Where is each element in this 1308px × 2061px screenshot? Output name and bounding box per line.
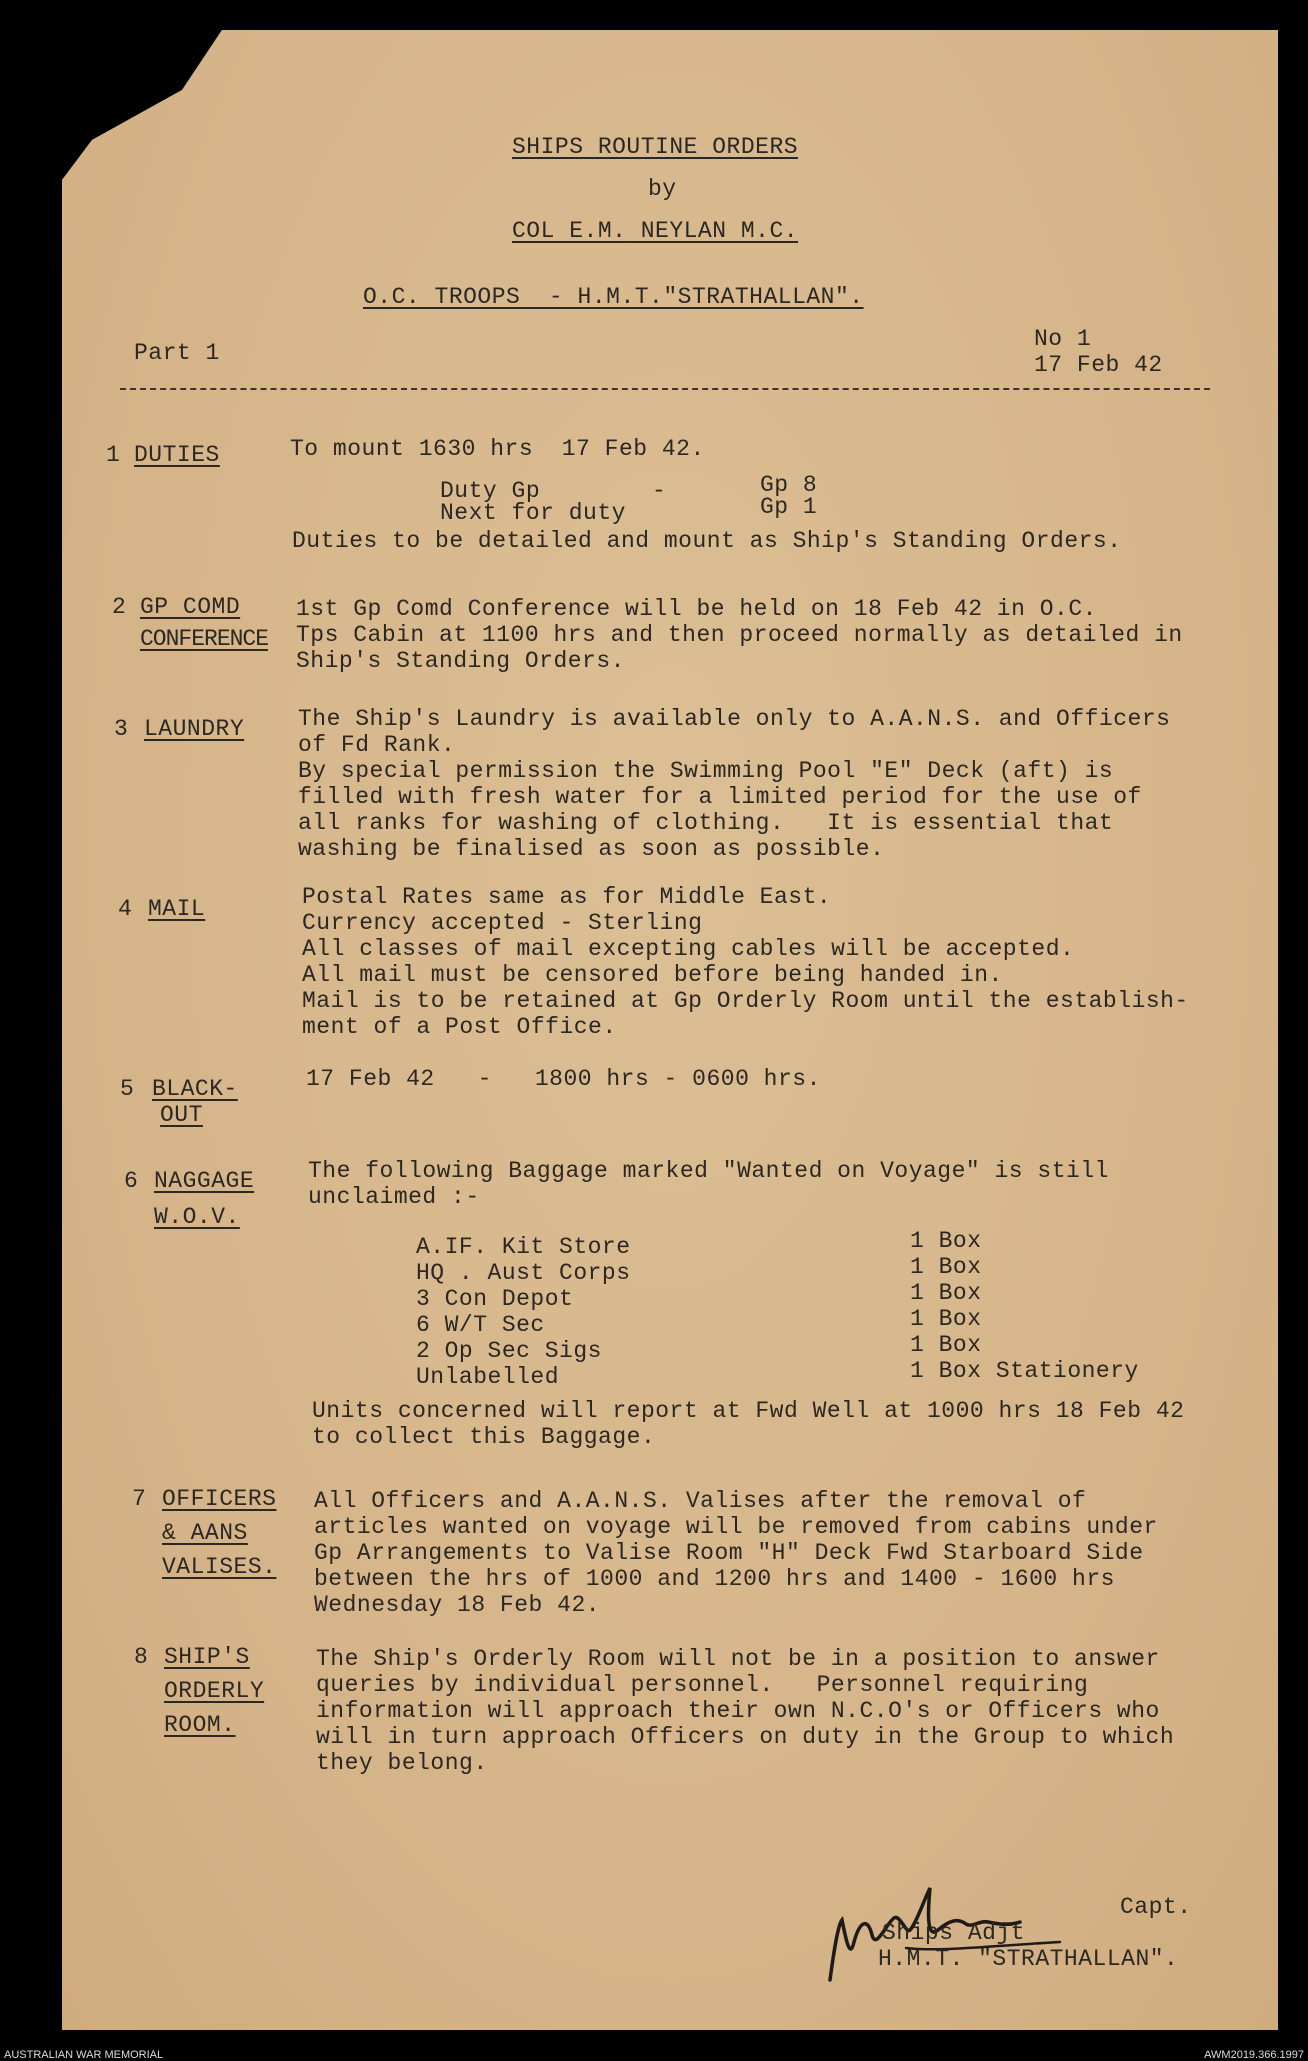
- item-text: The following Baggage marked "Wanted on Voyage" is still: [308, 1158, 1109, 1184]
- item-text: unclaimed :-: [308, 1184, 480, 1210]
- item-text: between the hrs of 1000 and 1200 hrs and 1400 - 1600 hrs: [314, 1566, 1115, 1592]
- item-text: Ship's Standing Orders.: [296, 648, 625, 674]
- table-cell: 1 Box: [910, 1332, 982, 1358]
- table-cell: 1 Box: [910, 1280, 982, 1306]
- item-text: 1st Gp Comd Conference will be held on 18 Feb 42 in O.C.: [296, 596, 1097, 622]
- table-cell: HQ . Aust Corps: [416, 1260, 631, 1286]
- item-text: of Fd Rank.: [298, 732, 456, 758]
- table-cell: -: [652, 478, 667, 504]
- item-text: All mail must be censored before being handed in.: [302, 962, 1003, 988]
- item-text: Gp Arrangements to Valise Room "H" Deck Fwd Starboard Side: [314, 1540, 1144, 1566]
- table-cell: Duty Gp: [440, 478, 541, 504]
- table-cell: 1 Box Stationery: [910, 1358, 1139, 1384]
- footer-archive-name: AUSTRALIAN WAR MEMORIAL: [4, 2049, 164, 2061]
- item-text: Postal Rates same as for Middle East.: [302, 884, 832, 910]
- item-text: Units concerned will report at Fwd Well at 1000 hrs 18 Feb 42: [312, 1398, 1185, 1424]
- by-line: by: [648, 176, 677, 202]
- table-cell: 1 Box: [910, 1254, 982, 1280]
- item-text: information will approach their own N.C.O's or Officers who: [316, 1698, 1160, 1724]
- item-number: 4: [118, 896, 133, 922]
- item-text: All classes of mail excepting cables will be accepted.: [302, 936, 1075, 962]
- item-number: 1: [106, 442, 121, 468]
- item-heading: BLACK-: [152, 1076, 238, 1102]
- item-text: to collect this Baggage.: [312, 1424, 656, 1450]
- item-number: 7: [132, 1486, 147, 1512]
- item-heading: OUT: [160, 1102, 203, 1128]
- item-text: filled with fresh water for a limited period for the use of: [298, 784, 1142, 810]
- item-number: 3: [114, 716, 129, 742]
- item-heading: SHIP'S: [164, 1644, 250, 1670]
- item-text: will in turn approach Officers on duty in the Group to which: [316, 1724, 1175, 1750]
- table-cell: Unlabelled: [416, 1364, 560, 1390]
- footer-reference: AWM2019.366.1997: [1204, 2049, 1304, 2061]
- table-cell: 1 Box: [910, 1228, 982, 1254]
- item-heading: VALISES.: [162, 1554, 277, 1580]
- item-text: By special permission the Swimming Pool "E" Deck (aft) is: [298, 758, 1114, 784]
- table-cell: Gp 1: [760, 494, 818, 520]
- item-heading: & AANS: [162, 1520, 248, 1546]
- item-text: Currency accepted - Sterling: [302, 910, 703, 936]
- item-text: queries by individual personnel. Personnel requiring: [316, 1672, 1089, 1698]
- item-text: all ranks for washing of clothing. It is essential that: [298, 810, 1114, 836]
- item-text: articles wanted on voyage will be removed from cabins under: [314, 1514, 1158, 1540]
- signature-rank: Capt.: [1120, 1894, 1192, 1920]
- document-title: SHIPS ROUTINE ORDERS: [512, 134, 799, 160]
- item-heading: OFFICERS: [162, 1486, 277, 1512]
- item-text: Mail is to be retained at Gp Orderly Room until the establish-: [302, 988, 1189, 1014]
- item-text: Wednesday 18 Feb 42.: [314, 1592, 601, 1618]
- item-text: they belong.: [316, 1750, 488, 1776]
- item-number: 2: [112, 594, 127, 620]
- table-cell: Gp 8: [760, 472, 818, 498]
- item-heading: GP COMD: [140, 594, 241, 620]
- item-text: To mount 1630 hrs 17 Feb 42.: [290, 436, 705, 462]
- item-number: 5: [120, 1076, 135, 1102]
- item-number: 6: [124, 1168, 139, 1194]
- table-cell: 6 W/T Sec: [416, 1312, 545, 1338]
- item-text: washing be finalised as soon as possible.: [298, 836, 885, 862]
- item-text: 17 Feb 42 - 1800 hrs - 0600 hrs.: [306, 1066, 821, 1092]
- table-cell: 2 Op Sec Sigs: [416, 1338, 602, 1364]
- table-cell: 3 Con Depot: [416, 1286, 574, 1312]
- table-cell: 1 Box: [910, 1306, 982, 1332]
- item-text: Duties to be detailed and mount as Ship's Standing Orders.: [292, 528, 1122, 554]
- item-heading: MAIL: [148, 896, 206, 922]
- signature-ship: H.M.T. "STRATHALLAN".: [878, 1946, 1179, 1972]
- table-cell: A.IF. Kit Store: [416, 1234, 631, 1260]
- item-heading: NAGGAGE: [154, 1168, 255, 1194]
- order-number: No 1: [1034, 326, 1092, 352]
- item-heading: ROOM.: [164, 1712, 236, 1738]
- signature-role: Ships Adjt: [882, 1920, 1026, 1946]
- officer-name: COL E.M. NEYLAN M.C.: [512, 218, 799, 244]
- item-text: Tps Cabin at 1100 hrs and then proceed normally as detailed in: [296, 622, 1183, 648]
- table-cell: Next for duty: [440, 500, 626, 526]
- part-label: Part 1: [134, 340, 220, 366]
- dashed-divider: [120, 388, 1210, 390]
- order-date: 17 Feb 42: [1034, 352, 1163, 378]
- item-heading: LAUNDRY: [144, 716, 245, 742]
- item-heading: DUTIES: [134, 442, 220, 468]
- unit-line: O.C. TROOPS - H.M.T."STRATHALLAN".: [363, 284, 864, 310]
- item-text: ment of a Post Office.: [302, 1014, 617, 1040]
- item-text: The Ship's Laundry is available only to A.A.N.S. and Officers: [298, 706, 1171, 732]
- item-heading: W.O.V.: [154, 1204, 240, 1230]
- item-heading: CONFERENCE: [140, 626, 269, 652]
- item-heading: ORDERLY: [164, 1678, 265, 1704]
- item-text: The Ship's Orderly Room will not be in a position to answer: [316, 1646, 1160, 1672]
- item-number: 8: [134, 1644, 149, 1670]
- item-text: All Officers and A.A.N.S. Valises after the removal of: [314, 1488, 1087, 1514]
